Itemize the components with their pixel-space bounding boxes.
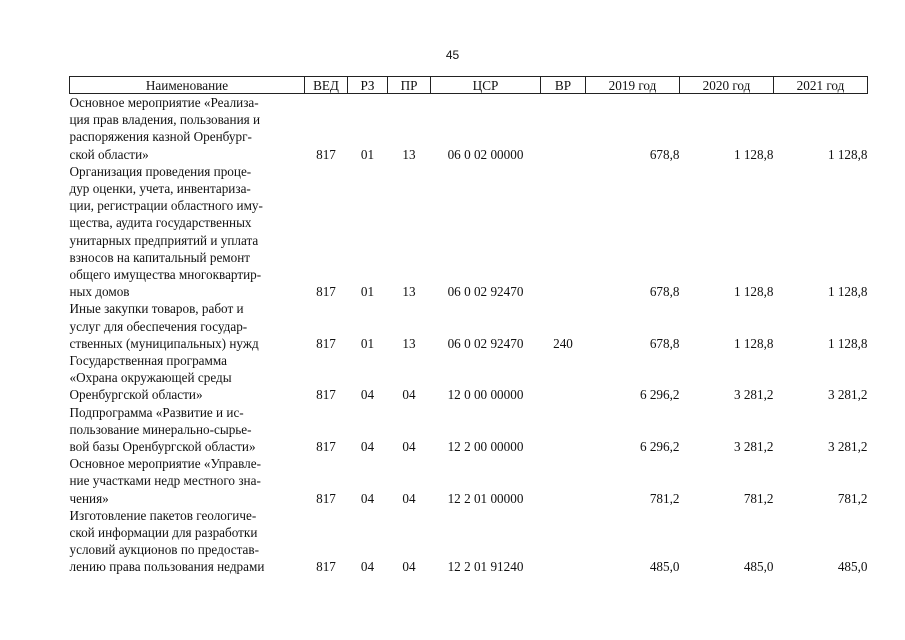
row-2019: 6 296,2 [639, 387, 680, 403]
row-csr: 12 0 00 00000 [447, 387, 524, 403]
row-2020: 485,0 [743, 559, 774, 575]
table-row [70, 163, 868, 301]
row-csr: 06 0 02 92470 [447, 284, 524, 300]
row-2020: 3 281,2 [733, 439, 774, 455]
row-2021: 3 281,2 [827, 387, 868, 403]
header-csr: ЦСР [431, 77, 541, 94]
row-pr: 04 [402, 387, 416, 403]
row-name: Основное мероприятие «Управле- ние участками недр местного зна- чения» [69, 456, 262, 506]
table-row [70, 300, 868, 352]
row-rz: 01 [360, 335, 375, 351]
row-csr: 12 2 01 00000 [447, 490, 524, 506]
row-vr [541, 163, 586, 301]
row-name: Изготовление пакетов геологиче- ской информации для разработки условий аукционов по предостав- лению права пользования недрами [69, 507, 265, 575]
header-row [70, 77, 868, 94]
table-row [70, 404, 868, 456]
table-body [70, 94, 868, 576]
row-name: Основное мероприятие «Реализа- ция прав владения, пользования и распоряжения казной Оренбург- ской области» [69, 95, 261, 162]
header-vr: ВР [541, 77, 586, 94]
row-2020: 781,2 [743, 490, 774, 506]
table-header [70, 77, 868, 94]
row-csr: 06 0 02 92470 [447, 335, 524, 351]
row-2020: 1 128,8 [733, 146, 774, 162]
row-name: Подпрограмма «Развитие и ис- пользование минерально-сырье- вой базы Оренбургской области» [69, 404, 256, 455]
row-rz: 04 [360, 490, 375, 506]
row-name: Государственная программа «Охрана окружающей среды Оренбургской области» [69, 353, 232, 403]
row-2019: 678,8 [649, 284, 680, 300]
table-row [70, 352, 868, 404]
row-csr: 12 2 01 91240 [447, 559, 524, 575]
row-rz: 04 [360, 559, 375, 575]
row-pr: 04 [402, 439, 416, 455]
row-ved: 817 [316, 490, 336, 506]
row-ved: 817 [316, 387, 336, 403]
row-ved: 817 [316, 146, 336, 162]
header-2020: 2020 год [680, 77, 774, 94]
header-ved: ВЕД [305, 77, 348, 94]
header-name: Наименование [70, 77, 305, 94]
row-2019: 6 296,2 [639, 439, 680, 455]
row-2020: 1 128,8 [733, 335, 774, 351]
row-pr: 04 [402, 490, 416, 506]
row-pr: 04 [402, 559, 416, 575]
row-pr: 13 [402, 146, 416, 162]
page-number: 45 [445, 48, 460, 62]
row-2021: 1 128,8 [827, 284, 868, 300]
row-2019: 485,0 [649, 559, 680, 575]
row-2020: 3 281,2 [733, 387, 774, 403]
header-pr: ПР [388, 77, 431, 94]
row-2021: 1 128,8 [827, 335, 868, 351]
row-pr: 13 [402, 335, 416, 351]
table-row [70, 455, 868, 507]
table-row [70, 94, 868, 163]
row-2021: 3 281,2 [827, 439, 868, 455]
row-csr: 06 0 02 00000 [447, 146, 524, 162]
row-name: Иные закупки товаров, работ и услуг для обеспечения государ- ственных (муниципальных) нужд [69, 301, 259, 351]
row-csr: 12 2 00 00000 [447, 439, 524, 455]
row-ved: 817 [316, 439, 336, 455]
row-rz: 04 [360, 387, 375, 403]
row-ved: 817 [316, 284, 336, 300]
row-pr: 13 [402, 284, 416, 300]
row-rz: 01 [360, 146, 375, 162]
row-ved: 817 [316, 559, 336, 575]
row-2019: 678,8 [649, 335, 680, 351]
row-rz: 04 [360, 439, 375, 455]
row-vr [541, 507, 586, 576]
row-2019: 678,8 [649, 146, 680, 162]
row-2020: 1 128,8 [733, 284, 774, 300]
budget-table [69, 76, 868, 576]
row-name: Организация проведения проце- дур оценки, учета, инвентаризa- ции, регистрации областного иму- щества, аудита государственных унитарных предприятий и уплата взносов на капитальный ремонт общего имущества многоквартир- ных домов [69, 163, 263, 300]
row-vr [541, 352, 586, 404]
row-2021: 781,2 [837, 490, 868, 506]
row-2019: 781,2 [649, 490, 680, 506]
table-row [70, 507, 868, 576]
row-vr [541, 404, 586, 456]
header-rz: РЗ [348, 77, 388, 94]
row-2021: 1 128,8 [827, 146, 868, 162]
header-2021: 2021 год [774, 77, 868, 94]
row-2021: 485,0 [837, 559, 868, 575]
row-vr [541, 94, 586, 163]
row-vr: 240 [553, 335, 573, 351]
row-ved: 817 [316, 335, 336, 351]
row-vr [541, 455, 586, 507]
row-rz: 01 [360, 284, 375, 300]
header-2019: 2019 год [586, 77, 680, 94]
